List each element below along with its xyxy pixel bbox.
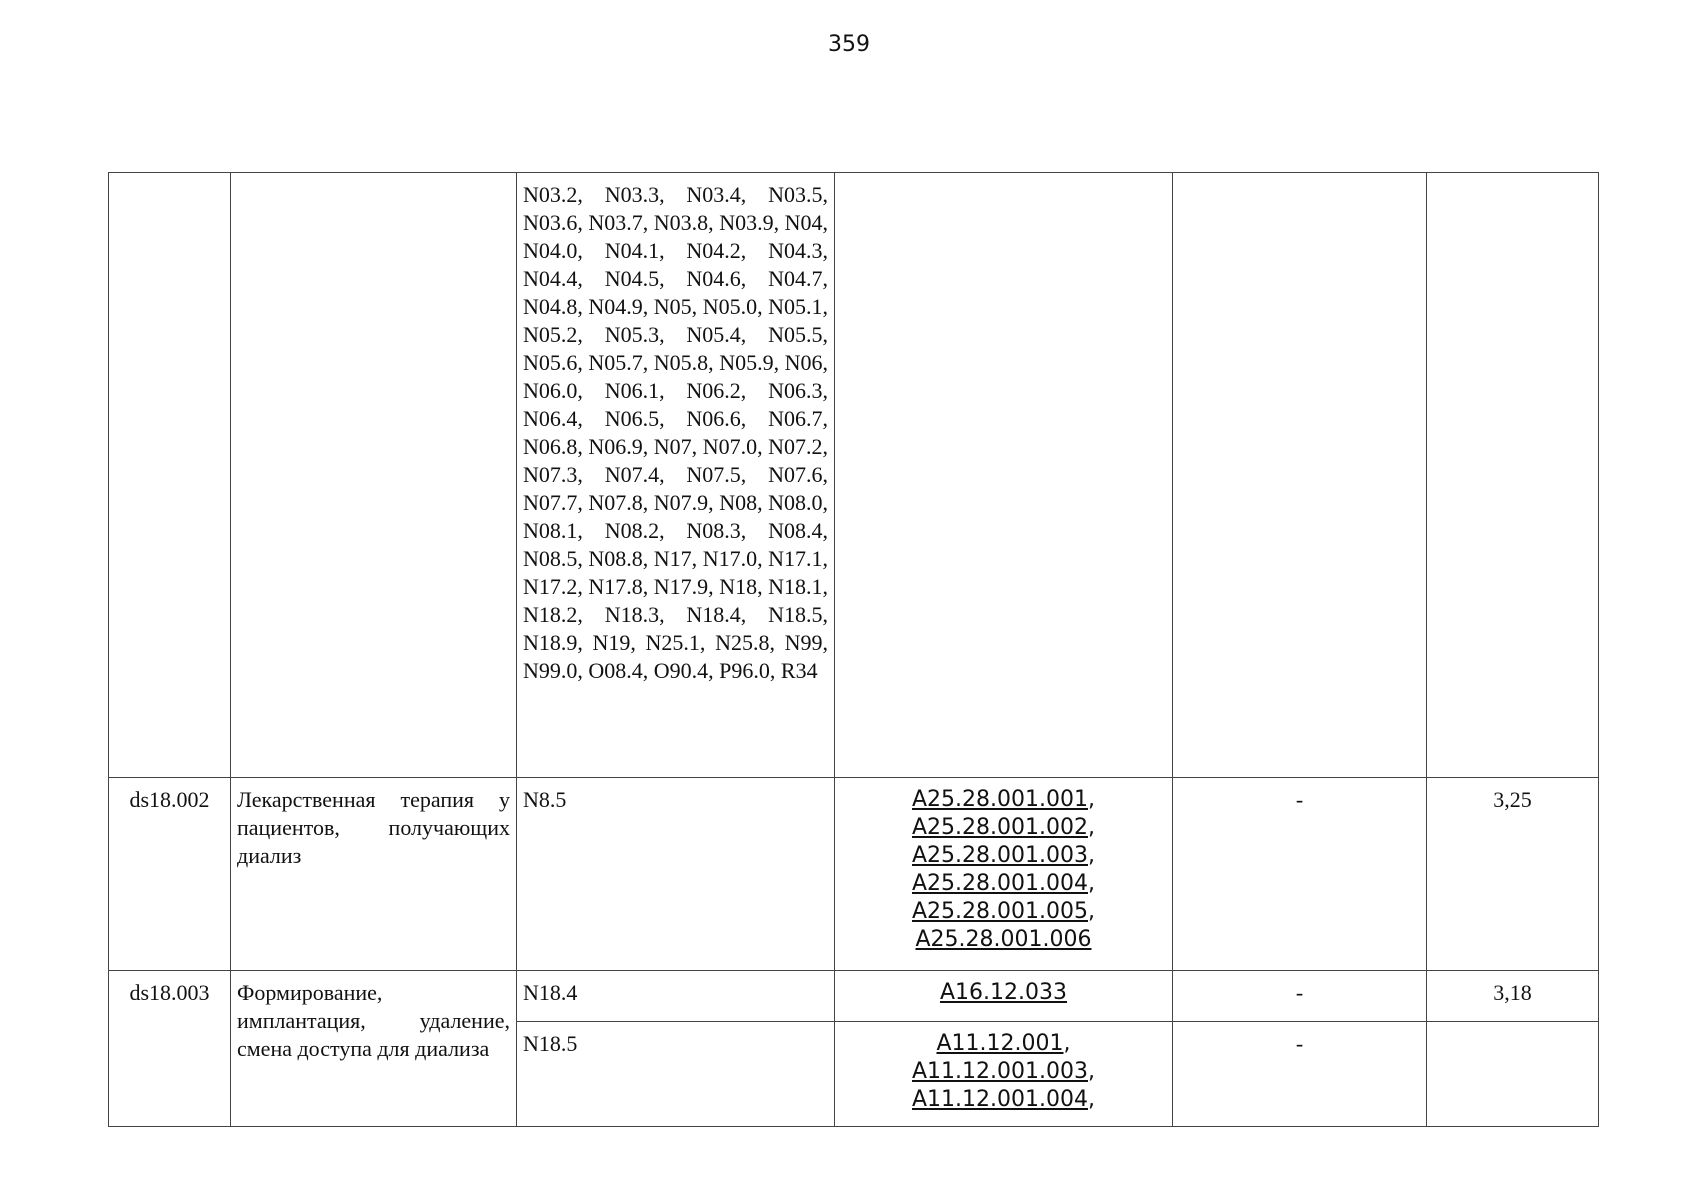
row-coef: 3,25 [1427,778,1599,971]
row-name: Формирование, имплантация, удаление, смена доступа для диализа [231,971,517,1127]
table-row [109,971,1599,1022]
tariff-table [108,172,1599,1127]
row-extra: - [1173,1022,1427,1127]
service-code-link[interactable]: A25.28.001.004 [912,871,1088,896]
page-number: 359 [828,32,870,57]
row-services: A11.12.001, A11.12.001.003, A11.12.001.004, [835,1022,1173,1127]
row-mkb-codes: N03.2, N03.3, N03.4, N03.5, N03.6, N03.7, N03.8, N03.9, N04, N04.0, N04.1, N04.2, N04.3, N04.4, N04.5, N04.6, N04.7, N04.8, N04.9, N05, N05.0, N05.1, N05.2, N05.3, N05.4, N05.5, N05.6, N05.7, N05.8, N05.9, N06, N06.0, N06.1, N06.2, N06.3, N06.4, N06.5, N06.6, N06.7, N06.8, N06.9, N07, N07.0, N07.2, N07.3, N07.4, N07.5, N07.6, N07.7, N07.8, N07.9, N08, N08.0, N08.1, N08.2, N08.3, N08.4, N08.5, N08.8, N17, N17.0, N17.1, N17.2, N17.8, N17.9, N18, N18.1, N18.2, N18.3, N18.4, N18.5, N18.9, N19, N25.1, N25.8, N99, N99.0, O08.4, O90.4, P96.0, R34 [517,173,835,778]
table-row [109,778,1599,971]
row-name [231,173,517,778]
service-code-link[interactable]: A25.28.001.006 [915,927,1092,952]
row-mkb-codes: N8.5 [517,778,835,971]
table-row [109,173,1599,778]
service-code-link[interactable]: A25.28.001.003 [912,843,1088,868]
row-coef [1427,1022,1599,1127]
row-services [835,971,1173,1022]
service-code-link[interactable]: A25.28.001.005 [912,899,1088,924]
row-name: Лекарственная терапия у пациентов, получающих диализ [231,778,517,971]
row-mkb-codes: N18.5 [517,1022,835,1127]
row-mkb-codes: N18.4 [517,971,835,1022]
row-coef [1427,173,1599,778]
service-code-link[interactable]: A11.12.001.003 [912,1059,1088,1084]
row-code [109,173,231,778]
row-extra: - [1173,778,1427,971]
row-coef: 3,18 [1427,971,1599,1022]
row-services [835,173,1173,778]
service-code-link[interactable]: A16.12.033 [939,980,1067,1005]
row-extra [1173,173,1427,778]
service-code-link[interactable]: A11.12.001.004 [912,1087,1088,1112]
service-code-link[interactable]: A25.28.001.001 [912,787,1088,812]
row-extra: - [1173,971,1427,1022]
row-code: ds18.002 [109,778,231,971]
row-services: A25.28.001.001, A25.28.001.002, A25.28.001.003, A25.28.001.004, A25.28.001.005, A25.28.001.006 [835,778,1173,971]
service-code-link[interactable]: A11.12.001 [936,1031,1064,1056]
row-code: ds18.003 [109,971,231,1127]
service-code-link[interactable]: A25.28.001.002 [912,815,1088,840]
